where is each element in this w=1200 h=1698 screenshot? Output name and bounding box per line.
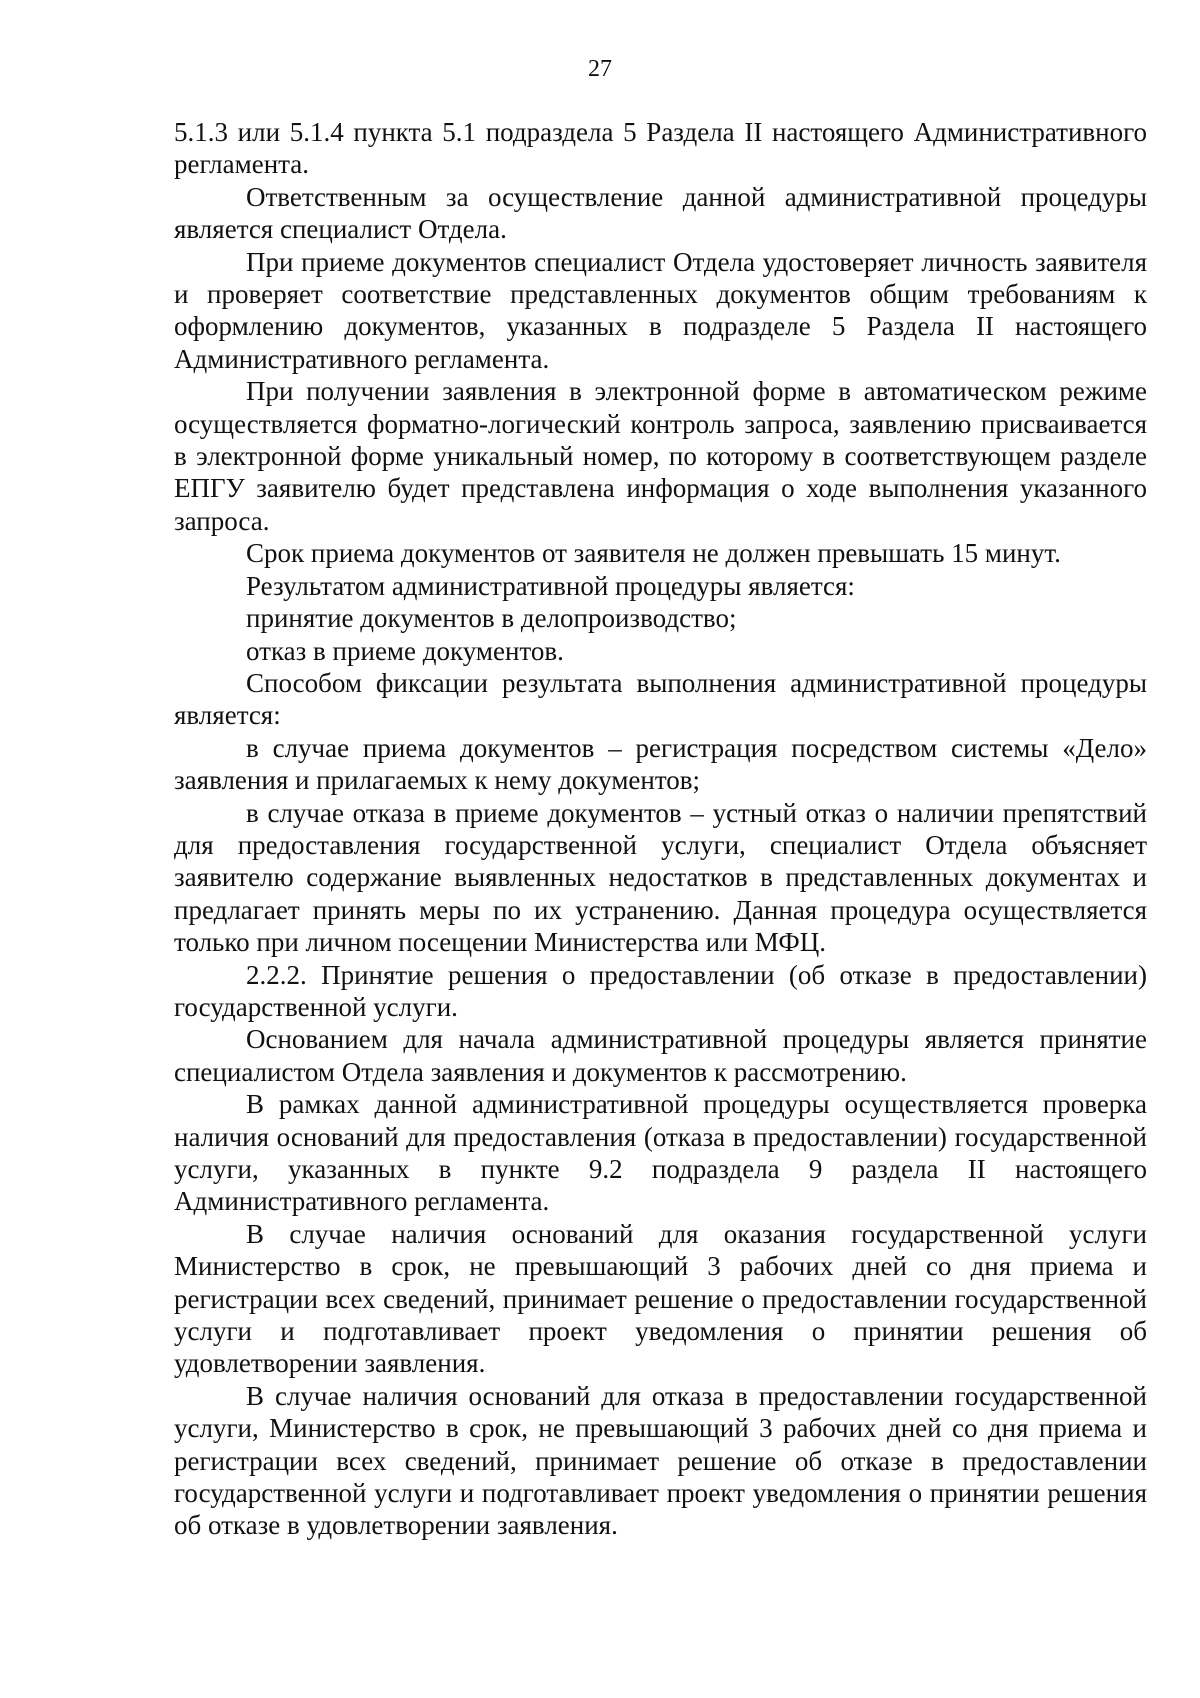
- section-heading-2-2-2: 2.2.2. Принятие решения о предоставлении (об отказе в предоставлении) государственной услуги.: [174, 959, 1147, 1022]
- page-number: 27: [588, 56, 612, 82]
- paragraph: отказ в приеме документов.: [246, 635, 564, 666]
- document-body: [174, 116, 1147, 1542]
- paragraph: Ответственным за осуществление данной административной процедуры является специалист Отдела.: [174, 181, 1147, 245]
- paragraph: Результатом административной процедуры является:: [246, 570, 855, 601]
- paragraph: Способом фиксации результата выполнения административной процедуры является:: [174, 667, 1147, 731]
- paragraph: Срок приема документов от заявителя не должен превышать 15 минут.: [246, 538, 1061, 569]
- paragraph: В случае наличия оснований для оказания государственной услуги Министерство в срок, не превышающий 3 рабочих дней со дня приема и регистрации всех сведений, принимает решение о предоставлении государственной услуги и подготавливает проект уведомления о принятии решения об удовлетворении заявления.: [174, 1218, 1147, 1379]
- paragraph: в случае приема документов – регистрация посредством системы «Дело» заявления и прилагаемых к нему документов;: [174, 732, 1147, 796]
- paragraph: В рамках данной административной процедуры осуществляется проверка наличия оснований для предоставления (отказа в предоставлении) государственной услуги, указанных в пункте 9.2 подраздела 9 раздела II настоящего Административного регламента.: [174, 1089, 1147, 1217]
- paragraph: в случае отказа в приеме документов – устный отказ о наличии препятствий для предоставления государственной услуги, специалист Отдела объясняет заявителю содержание выявленных недостатков в представленных документах и предлагает принять меры по их устранению. Данная процедура осуществляется только при личном посещении Министерства или МФЦ.: [174, 797, 1147, 958]
- paragraph: При приеме документов специалист Отдела удостоверяет личность заявителя и проверяет соответствие представленных документов общим требованиям к оформлению документов, указанных в подразделе 5 Раздела II настоящего Административного регламента.: [174, 246, 1147, 374]
- paragraph: Основанием для начала административной процедуры является принятие специалистом Отдела заявления и документов к рассмотрению.: [174, 1024, 1147, 1087]
- paragraph: принятие документов в делопроизводство;: [246, 603, 737, 634]
- paragraph: 5.1.3 или 5.1.4 пункта 5.1 подраздела 5 Раздела II настоящего Административного регламента.: [174, 117, 1147, 180]
- paragraph: В случае наличия оснований для отказа в предоставлении государственной услуги, Министерство в срок, не превышающий 3 рабочих дней со дня приема и регистрации всех сведений, принимает решение об отказе в предоставлении государственной услуги и подготавливает проект уведомления о принятии решения об отказе в удовлетворении заявления.: [174, 1380, 1147, 1541]
- paragraph: При получении заявления в электронной форме в автоматическом режиме осуществляется форматно-логический контроль запроса, заявлению присваивается в электронной форме уникальный номер, по которому в соответствующем разделе ЕПГУ заявителю будет представлена информация о ходе выполнения указанного запроса.: [174, 376, 1147, 536]
